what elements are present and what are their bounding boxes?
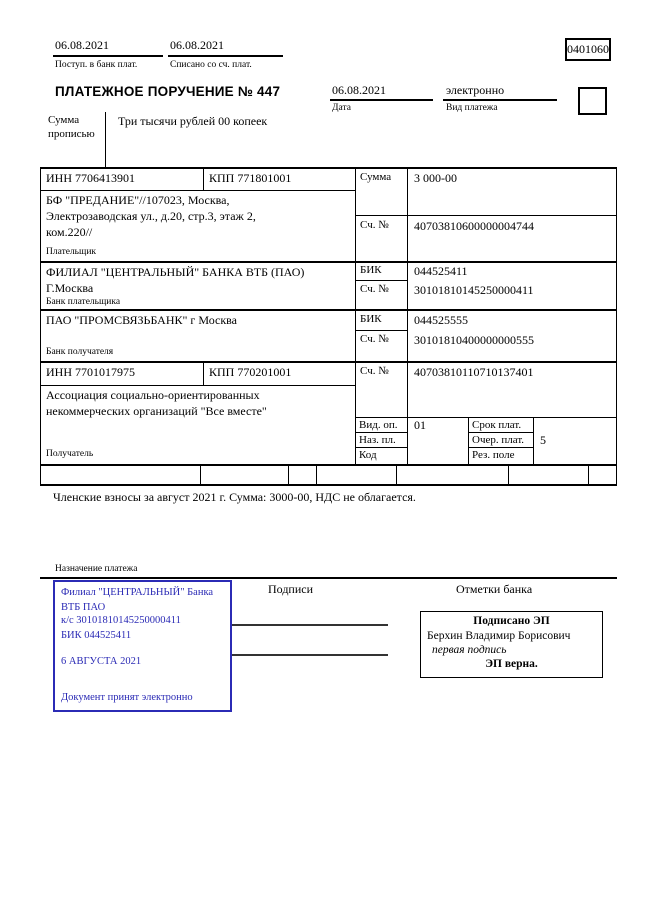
received-date-label: Поступ. в банк плат. (55, 60, 138, 70)
divider (508, 465, 509, 484)
due-date-label: Срок плат. (472, 419, 522, 431)
stamp-corr-account: к/с 30101810145250000411 (61, 615, 181, 626)
stamp-note: Документ принят электронно (61, 692, 193, 703)
payee-bank-bik-label: БИК (360, 313, 382, 325)
divider (203, 361, 204, 385)
document-title: ПЛАТЕЖНОЕ ПОРУЧЕНИЕ № 447 (55, 84, 281, 99)
divider (396, 465, 397, 484)
doc-date-label: Дата (332, 103, 351, 113)
divider (443, 99, 557, 101)
form-code-value: 0401060 (567, 42, 609, 56)
payer-inn: ИНН 7706413901 (46, 171, 135, 185)
signature-line (232, 624, 388, 626)
payer-account-label: Сч. № (360, 219, 389, 231)
priority-label: Очер. плат. (472, 434, 525, 446)
payer-bank-name: ФИЛИАЛ "ЦЕНТРАЛЬНЫЙ" БАНКА ВТБ (ПАО) Г.Москва (46, 265, 305, 295)
debited-date-value: 06.08.2021 (170, 38, 224, 52)
payee-account-label: Сч. № (360, 365, 389, 377)
table-border (40, 309, 617, 311)
bank-stamp (53, 580, 232, 712)
stamp-bik: БИК 044525411 (61, 630, 132, 641)
payer-bank-label: Банк плательщика (46, 297, 121, 307)
op-type-label: Вид. оп. (359, 419, 398, 431)
signature-line (232, 654, 388, 656)
payment-basis-label: Наз. пл. (359, 434, 396, 446)
priority-value: 5 (540, 433, 546, 447)
divider (40, 385, 355, 386)
table-border (40, 261, 617, 263)
doc-date-value: 06.08.2021 (332, 83, 386, 97)
divider (468, 417, 469, 465)
payment-kind-label: Вид платежа (446, 103, 498, 113)
payee-inn: ИНН 7701017975 (46, 365, 135, 379)
payer-kpp: КПП 771801001 (209, 171, 292, 185)
payee-kpp: КПП 770201001 (209, 365, 292, 379)
payer-bank-account-value: 30101810145250000411 (414, 283, 534, 297)
op-type-value: 01 (414, 418, 426, 432)
divider (288, 465, 289, 484)
payee-bank-bik-value: 044525555 (414, 313, 468, 327)
payee-bank-name: ПАО "ПРОМСВЯЗЬБАНК" г Москва (46, 313, 237, 327)
payer-bank-bik-label: БИК (360, 264, 382, 276)
divider (40, 190, 355, 191)
code-label: Код (359, 449, 377, 461)
amount-words-label-2: прописью (48, 128, 95, 140)
table-border (616, 167, 617, 485)
status-field-box (578, 87, 607, 115)
payee-bank-account-label: Сч. № (360, 333, 389, 345)
payer-account-value: 40703810600000004744 (414, 219, 534, 233)
esign-title: Подписано ЭП (473, 615, 550, 627)
amount-words-value: Три тысячи рублей 00 копеек (118, 114, 268, 128)
amount-words-label-1: Сумма (48, 114, 80, 126)
payee-bank-account-value: 30101810400000000555 (414, 333, 534, 347)
stamp-date: 6 АВГУСТА 2021 (61, 656, 142, 667)
divider (355, 330, 407, 331)
table-border (407, 167, 408, 465)
table-border (40, 167, 41, 485)
divider (316, 465, 317, 484)
esign-box (420, 611, 603, 678)
payer-name: БФ "ПРЕДАНИЕ"//107023, Москва, Электрозаводская ул., д.20, стр.3, этаж 2, ком.220// (46, 193, 256, 239)
payer-label: Плательщик (46, 247, 97, 257)
divider (40, 577, 617, 579)
signatures-header: Подписи (268, 582, 314, 596)
payer-bank-bik-value: 044525411 (414, 264, 468, 278)
divider (355, 280, 407, 281)
divider (53, 55, 163, 57)
bank-marks-header: Отметки банка (456, 582, 533, 596)
divider (203, 167, 204, 190)
payee-label: Получатель (46, 449, 94, 459)
payee-bank-label: Банк получателя (46, 347, 114, 357)
divider (330, 99, 433, 101)
stamp-bank-name: Филиал "ЦЕНТРАЛЬНЫЙ" Банка ВТБ ПАО (61, 587, 214, 613)
divider (168, 55, 283, 57)
received-date-value: 06.08.2021 (55, 38, 109, 52)
table-border (40, 464, 617, 466)
payer-bank-account-label: Сч. № (360, 283, 389, 295)
divider (355, 215, 616, 216)
table-border (40, 167, 617, 169)
sum-value: 3 000-00 (414, 171, 457, 185)
divider (105, 112, 106, 168)
divider (588, 465, 589, 484)
form-code-box (565, 38, 611, 61)
divider (533, 417, 534, 465)
purpose-label: Назначение платежа (55, 564, 138, 574)
payee-name: Ассоциация социально-ориентированных некоммерческих организаций "Все вместе" (46, 388, 267, 418)
divider (355, 417, 616, 418)
reserve-field-label: Рез. поле (472, 449, 515, 461)
table-border (40, 361, 617, 363)
table-border (40, 484, 617, 486)
table-border (355, 167, 356, 465)
payment-kind-value: электронно (446, 83, 505, 97)
payee-account-value: 40703810110710137401 (414, 365, 534, 379)
esign-signer: Берхин Владимир Борисович (427, 630, 571, 642)
debited-date-label: Списано со сч. плат. (170, 60, 252, 70)
purpose-text: Членские взносы за август 2021 г. Сумма: 3000-00, НДС не облагается. (53, 490, 416, 504)
sum-label: Сумма (360, 171, 392, 183)
esign-kind: первая подпись (432, 644, 507, 656)
divider (200, 465, 201, 484)
esign-verified: ЭП верна. (485, 658, 538, 670)
